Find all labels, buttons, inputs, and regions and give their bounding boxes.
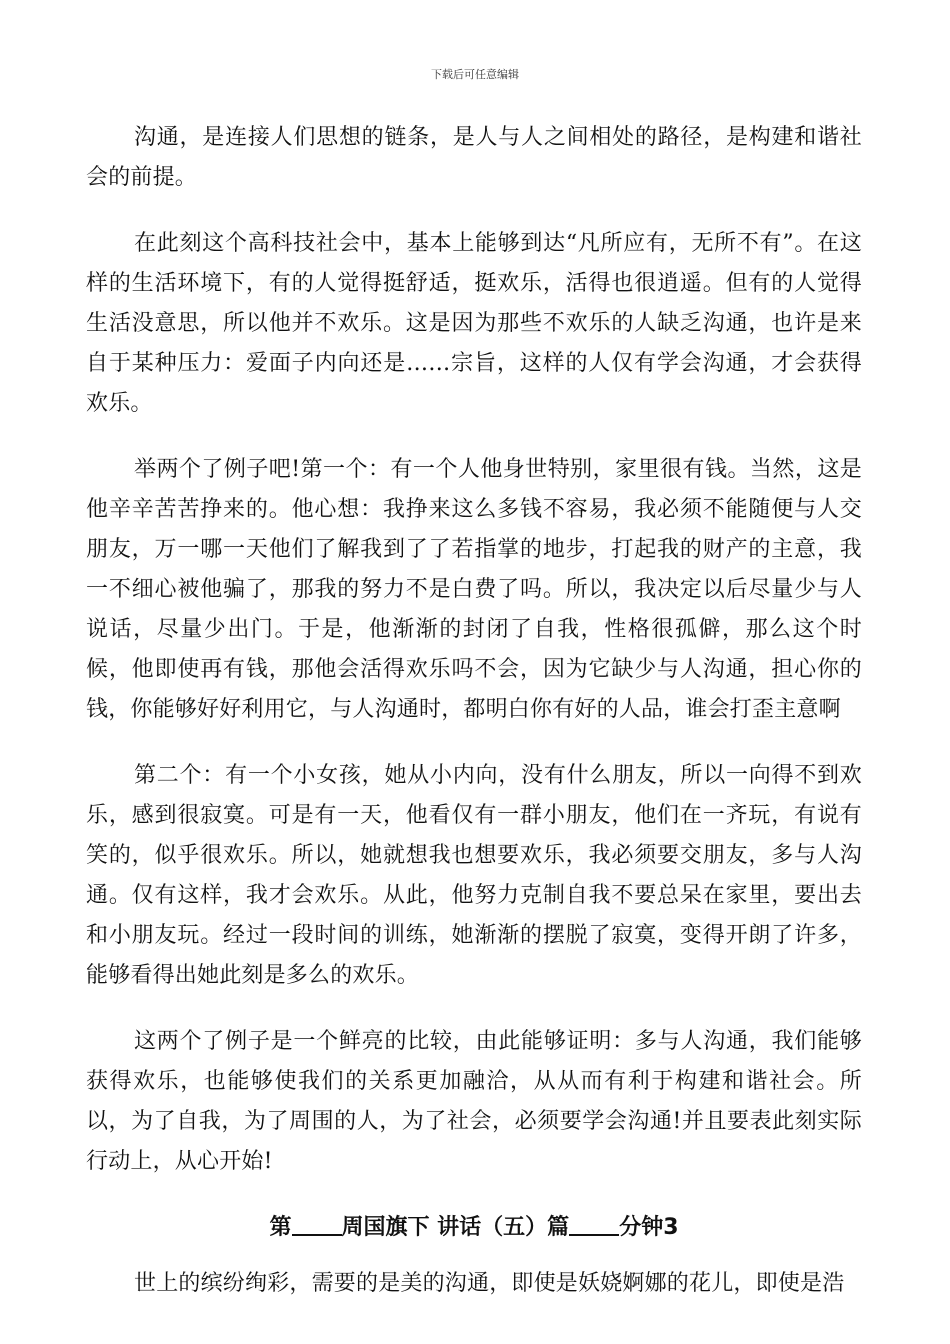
heading-part-3: 分钟3 [619, 1215, 679, 1240]
heading-blank-2 [569, 1212, 619, 1236]
section-heading [86, 1208, 862, 1248]
heading-blank-1 [292, 1212, 342, 1236]
heading-part-2: 周国旗下 讲话（五）篇 [341, 1215, 570, 1240]
body-text [86, 118, 862, 1330]
paragraph-1: 沟通，是连接人们思想的链条，是人与人之间相处的路径，是构建和谐社会的前提。 [86, 125, 862, 190]
paragraph-3: 举两个了例子吧!第一个：有一个人他身世特别，家里很有钱。当然，这是他辛辛苦苦挣来的。他心想：我挣来这么多钱不容易，我必须不能随便与人交朋友，万一哪一天他们了解我到了了若指掌的地步，打起我的财产的主意，我一不细心被他骗了，那我的努力不是白费了吗。所以，我决定以后尽量少与人说话，尽量少出门。于是，他渐渐的封闭了自我，性格很孤僻，那么这个时候，他即使再有钱，那他会活得欢乐吗不会，因为它缺少与人沟通，担心你的钱，你能够好好利用它，与人沟通时，都明白你有好的人品，谁会打歪主意啊 [86, 457, 862, 722]
paragraph-6: 世上的缤纷绚彩，需要的是美的沟通，即使是妖娆婀娜的花儿，即使是浩 [134, 1271, 845, 1296]
paragraph-5: 这两个了例子是一个鲜亮的比较，由此能够证明：多与人沟通，我们能够获得欢乐，也能够使我们的关系更加融洽，从从而有利于构建和谐社会。所以，为了自我，为了周围的人，为了社会，必须要学会沟通!并且要表此刻实际行动上，从心开始! [86, 1029, 862, 1174]
header-note: 下载后可任意编辑 [431, 68, 519, 81]
paragraph-2: 在此刻这个高科技社会中，基本上能够到达“凡所应有，无所不有”。在这样的生活环境下，有的人觉得挺舒适，挺欢乐，活得也很逍遥。但有的人觉得生活没意思，所以他并不欢乐。这是因为那些不欢乐的人缺乏沟通，也许是来自于某种压力：爱面子内向还是……宗旨，这样的人仅有学会沟通，才会获得欢乐。 [86, 231, 862, 416]
heading-part-1: 第 [269, 1215, 292, 1240]
paragraph-4: 第二个：有一个小女孩，她从小内向，没有什么朋友，所以一向得不到欢乐，感到很寂寞。可是有一天，他看仅有一群小朋友，他们在一齐玩，有说有笑的，似乎很欢乐。所以，她就想我也想要欢乐，我必须要交朋友，多与人沟通。仅有这样，我才会欢乐。从此，他努力克制自我不要总呆在家里，要出去和小朋友玩。经过一段时间的训练，她渐渐的摆脱了寂寞，变得开朗了许多，能够看得出她此刻是多么的欢乐。 [86, 763, 862, 988]
